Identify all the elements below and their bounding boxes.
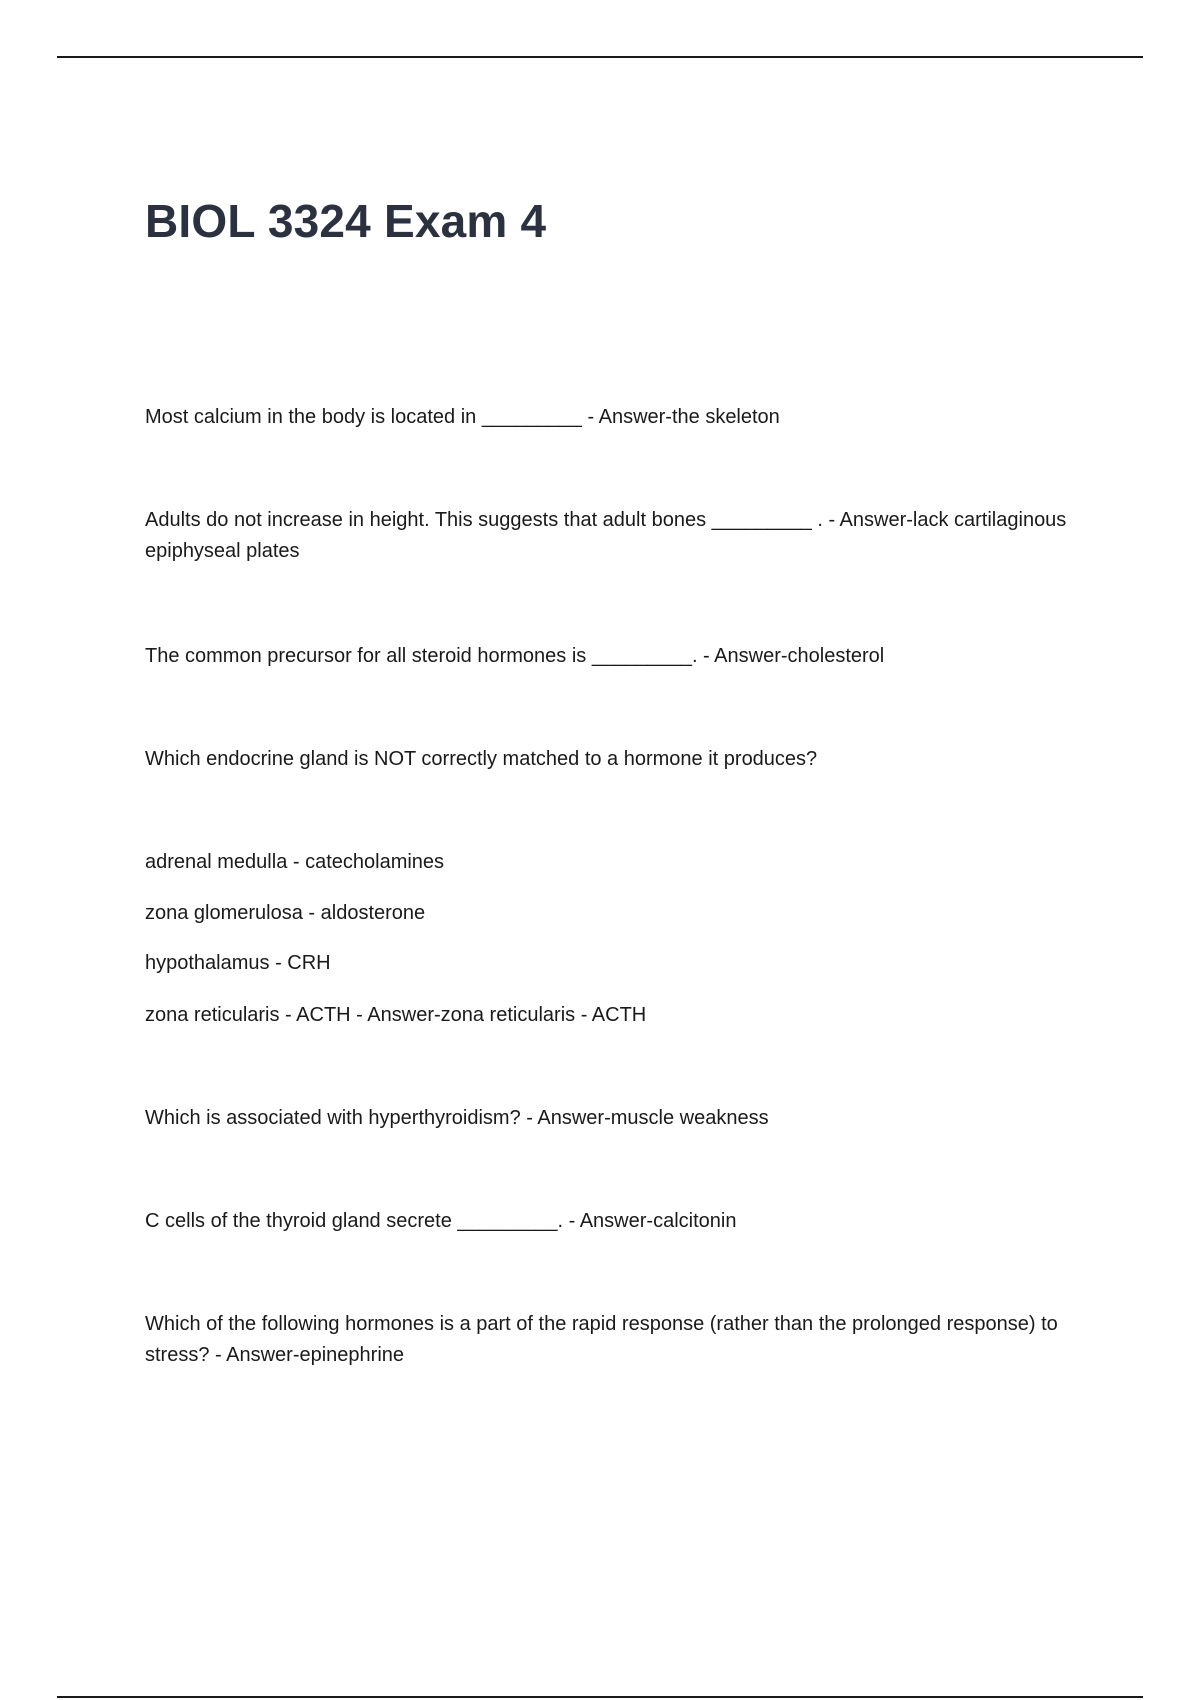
question-2: Adults do not increase in height. This suggests that adult bones _________ . - Answer-lack cartilaginous epiphyseal plates — [145, 509, 1067, 562]
option-2: zona glomerulosa - aldosterone — [145, 902, 426, 924]
footer-rule — [57, 1696, 1143, 1698]
question-1: Most calcium in the body is located in _________ - Answer-the skeleton — [145, 406, 780, 428]
option-3: hypothalamus - CRH — [145, 952, 331, 974]
question-7: Which of the following hormones is a part of the rapid response (rather than the prolonged response) to stress? - Answer-epinephrine — [145, 1313, 1058, 1366]
header-rule — [57, 56, 1143, 58]
question-3: The common precursor for all steroid hormones is _________. - Answer-cholesterol — [145, 645, 885, 667]
option-1: adrenal medulla - catecholamines — [145, 851, 445, 873]
question-5: Which is associated with hyperthyroidism? - Answer-muscle weakness — [145, 1107, 769, 1129]
page-title: BIOL 3324 Exam 4 — [145, 195, 547, 247]
option-4-answer: zona reticularis - ACTH - Answer-zona reticularis - ACTH — [145, 1004, 647, 1026]
question-6: C cells of the thyroid gland secrete _________. - Answer-calcitonin — [145, 1210, 737, 1232]
question-4: Which endocrine gland is NOT correctly matched to a hormone it produces? — [145, 748, 818, 770]
